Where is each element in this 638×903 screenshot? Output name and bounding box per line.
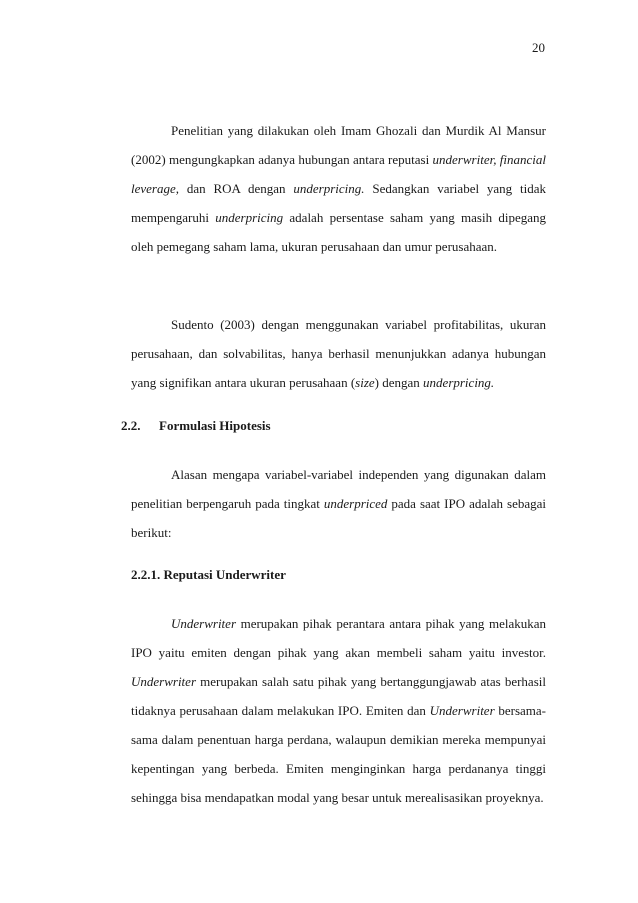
paragraph-underwriter (131, 609, 546, 812)
text-run: Sedangkan variabel yang tidak mempengaruhi (131, 181, 546, 225)
italic-term: underpricing. (293, 181, 365, 196)
italic-term: underwriter, financial leverage, (131, 152, 546, 196)
text-run: Penelitian yang dilakukan oleh Imam Ghozali dan Murdik Al Mansur (2002) mengungkapkan adanya hubungan antara reputasi (131, 123, 546, 167)
paragraph-sudento (131, 310, 546, 397)
text-run: Sudento (2003) dengan menggunakan variabel profitabilitas, ukuran perusahaan, dan solvabilitas, hanya berhasil menunjukkan adanya hubungan yang signifikan antara ukuran perusahaan ( (131, 317, 546, 390)
text-run: ) dengan (374, 375, 424, 390)
paragraph-ghozali-mansur (131, 116, 546, 261)
paragraph-alasan (131, 460, 546, 547)
italic-term: underpricing (215, 210, 284, 225)
section-title: Formulasi Hipotesis (159, 418, 271, 433)
section-number: 2.2. (121, 418, 141, 433)
italic-term: underpricing. (423, 375, 495, 390)
italic-term: underpriced (323, 496, 388, 511)
text-run: merupakan pihak perantara antara pihak yang melakukan IPO yaitu emiten dengan pihak yang akan membeli saham yaitu investor. (131, 616, 546, 660)
italic-term: size (355, 375, 375, 390)
text-run: adalah persentase saham yang masih dipegang oleh pemegang saham lama, ukuran perusahaan dan umur perusahaan. (131, 210, 546, 254)
subsection-heading-reputasi-underwriter: 2.2.1. Reputasi Underwriter (131, 567, 286, 582)
text-run: merupakan salah satu pihak yang bertanggungjawab atas berhasil tidaknya perusahaan dalam melakukan IPO. Emiten dan (131, 674, 546, 718)
section-heading-formulasi-hipotesis (121, 418, 271, 434)
italic-term: Underwriter (429, 703, 495, 718)
page-number: 20 (532, 40, 545, 55)
text-run: bersama-sama dalam penentuan harga perdana, walaupun demikian mereka mempunyai kepentingan yang berbeda. Emiten menginginkan harga perdananya tinggi sehingga bisa mendapatkan modal yang besar untuk merealisasikan proyeknya. (131, 703, 547, 805)
paragraph-text (131, 609, 546, 812)
text-run: Alasan mengapa variabel-variabel independen yang digunakan dalam penelitian berpengaruh pada tingkat (131, 467, 546, 511)
paragraph-text (131, 310, 546, 397)
text-run: pada saat IPO adalah sebagai berikut: (131, 496, 546, 540)
text-run: dan ROA dengan (179, 181, 294, 196)
paragraph-text (131, 116, 546, 261)
italic-term: Underwriter (171, 616, 236, 631)
paragraph-text (131, 460, 546, 547)
italic-term: Underwriter (131, 674, 196, 689)
